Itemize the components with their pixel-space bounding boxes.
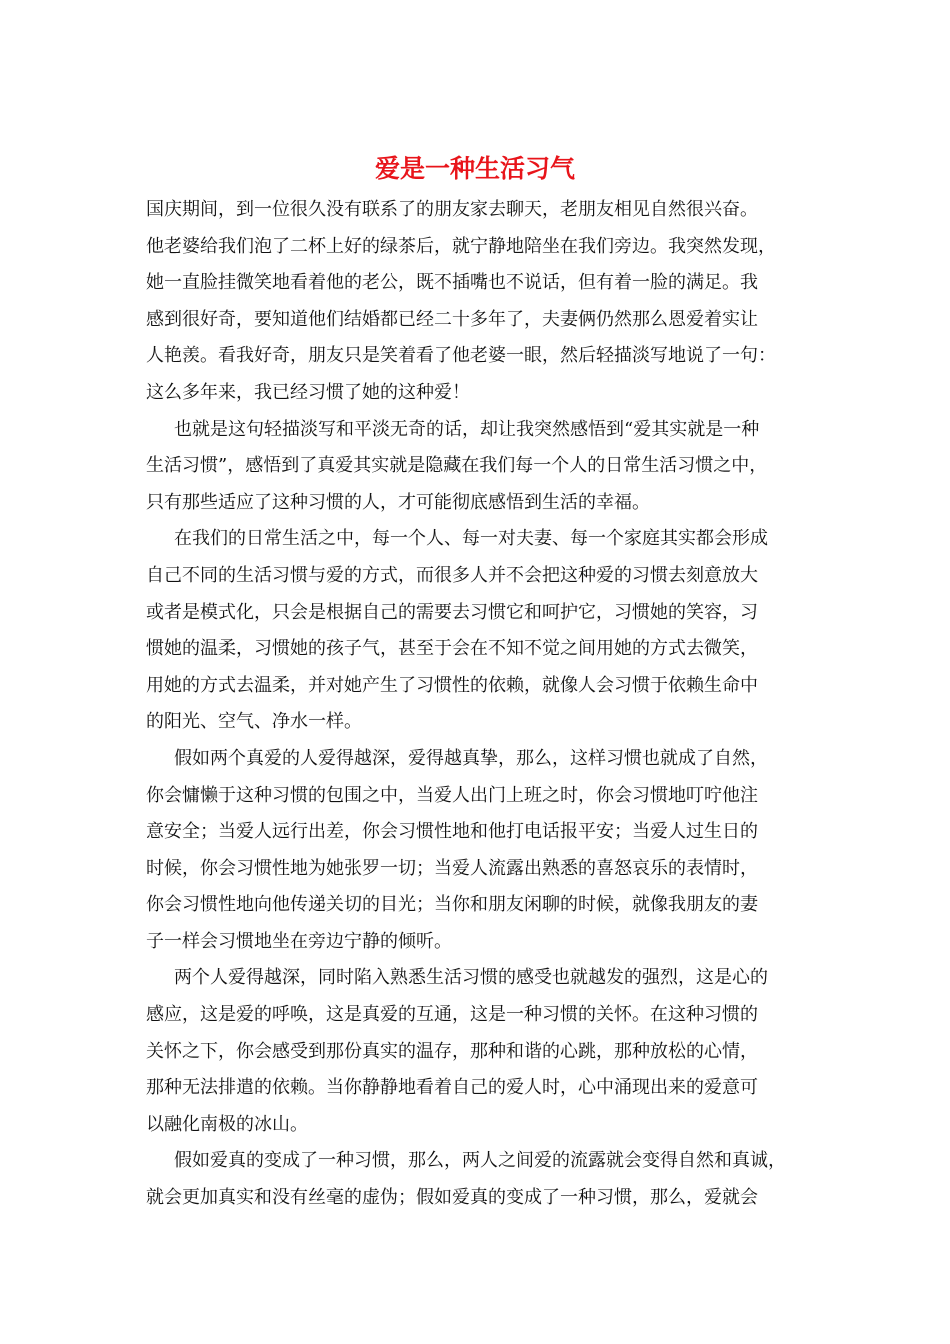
- text-line: 他老婆给我们泡了二杯上好的绿茶后，就宁静地陪坐在我们旁边。我突然发现，: [146, 235, 776, 257]
- text-line: 也就是这句轻描淡写和平淡无奇的话，却让我突然感悟到“爱其实就是一种: [174, 418, 760, 440]
- text-line: 国庆期间，到一位很久没有联系了的朋友家去聊天，老朋友相见自然很兴奋。: [146, 199, 758, 220]
- text-line: 你会慵懒于这种习惯的包围之中，当爱人出门上班之时，你会习惯地叮咛他注: [146, 784, 758, 806]
- text-line: 子一样会习惯地坐在旁边宁静的倾听。: [146, 930, 452, 952]
- text-line: 她一直脸挂微笑地看着他的老公，既不插嘴也不说话，但有着一脸的满足。我: [146, 272, 758, 294]
- text-line: 人艳羡。看我好奇，朋友只是笑着看了他老婆一眼，然后轻描淡写地说了一句：: [146, 345, 776, 367]
- text-line: 时候，你会习惯性地为她张罗一切；当爱人流露出熟悉的喜怒哀乐的表情时，: [146, 857, 758, 879]
- text-line: 生活习惯”，感悟到了真爱其实就是隐藏在我们每一个人的日常生活习惯之中，: [146, 455, 768, 477]
- text-line: 你会习惯性地向他传递关切的目光；当你和朋友闲聊的时候，就像我朋友的妻: [146, 894, 758, 916]
- text-line: 感应，这是爱的呼唤，这是真爱的互通，这是一种习惯的关怀。在这种习惯的: [146, 1004, 758, 1026]
- text-line: 在我们的日常生活之中，每一个人、每一对夫妻、每一个家庭其实都会形成: [174, 528, 768, 550]
- text-line: 自己不同的生活习惯与爱的方式，而很多人并不会把这种爱的习惯去刻意放大: [146, 564, 758, 586]
- text-line: 关怀之下，你会感受到那份真实的温存，那种和谐的心跳，那种放松的心情，: [146, 1040, 758, 1062]
- document-title: 爱是一种生活习气: [374, 154, 575, 183]
- text-line: 以融化南极的冰山。: [146, 1113, 308, 1135]
- text-line: 假如两个真爱的人爱得越深，爱得越真挚，那么，这样习惯也就成了自然，: [174, 747, 768, 769]
- text-line: 两个人爱得越深，同时陷入熟悉生活习惯的感受也就越发的强烈，这是心的: [174, 967, 768, 989]
- document-body: [146, 192, 806, 1217]
- text-line: 就会更加真实和没有丝毫的虚伪；假如爱真的变成了一种习惯，那么，爱就会: [146, 1187, 758, 1209]
- text-line: 这么多年来，我已经习惯了她的这种爱！: [146, 381, 470, 403]
- text-line: 惯她的温柔，习惯她的孩子气，甚至于会在不知不觉之间用她的方式去微笑，: [146, 638, 758, 660]
- text-line: 那种无法排遣的依赖。当你静静地看着自己的爱人时，心中涌现出来的爱意可: [146, 1077, 758, 1099]
- text-line: 用她的方式去温柔，并对她产生了习惯性的依赖，就像人会习惯于依赖生命中: [146, 674, 758, 696]
- text-line: 意安全；当爱人远行出差，你会习惯性地和他打电话报平安；当爱人过生日的: [146, 821, 758, 843]
- text-line: 假如爱真的变成了一种习惯，那么，两人之间爱的流露就会变得自然和真诚，: [174, 1150, 786, 1172]
- text-line: 感到很好奇，要知道他们结婚都已经二十多年了，夫妻俩仍然那么恩爱着实让: [146, 308, 758, 330]
- text-line: 或者是模式化，只会是根据自己的需要去习惯它和呵护它，习惯她的笑容，习: [146, 601, 758, 623]
- text-line: 的阳光、空气、净水一样。: [146, 711, 362, 733]
- text-line: 只有那些适应了这种习惯的人，才可能彻底感悟到生活的幸福。: [146, 491, 650, 513]
